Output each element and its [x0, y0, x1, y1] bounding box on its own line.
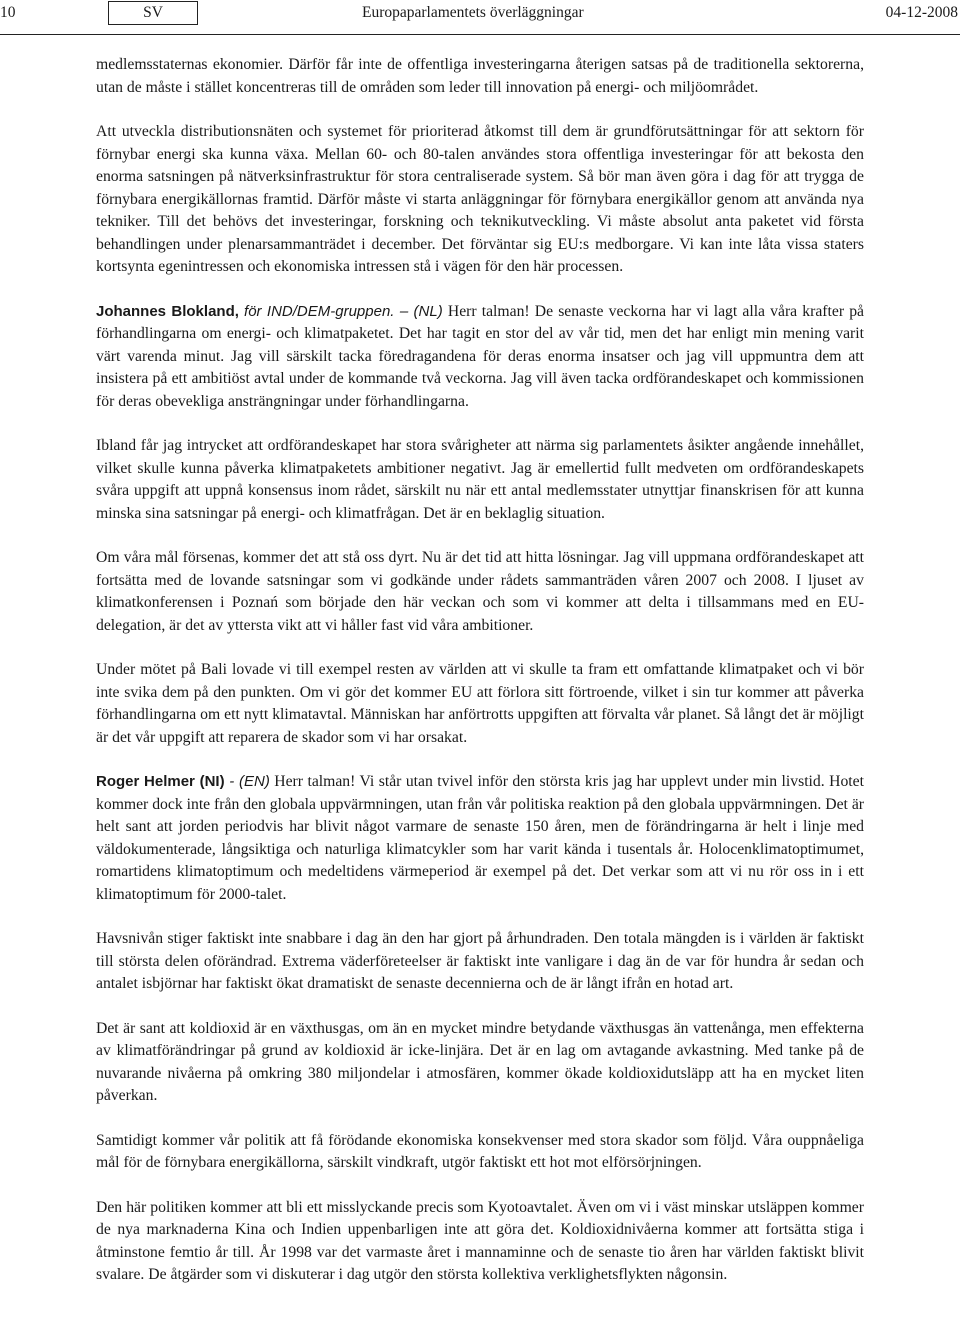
language-code-box: SV — [108, 1, 198, 25]
paragraph — [96, 121, 864, 279]
paragraph-text: Det är sant att koldioxid är en växthusgas, om än en mycket mindre betydande växthusgas än vattenånga, men effekterna av klimatförändringar på grund av koldioxid är icke-linjära. Det är en lag om avtagande avkastning. Med tanke på de nuvarande nivåerna på omkring 380 miljondelar i atmosfären, kommer ökade koldioxidutsläpp att ha en mycket liten påverkan. — [96, 1019, 864, 1104]
paragraph — [96, 435, 864, 525]
paragraph — [96, 659, 864, 749]
paragraph-text: Ibland får jag intrycket att ordförandeskapet har stora svårigheter att närma sig parlamentets åsikter angående innehållet, vilket skulle kunna påverka klimatpaketets ambitioner negativt. Jag är emellertid fullt medveten om ordförandeskapets svåra uppgift att uppnå konsensus inom rådet, särskilt nu när ett antal medlemsstater utnyttjar finanskrisen för att kunna minska sina satsningar på energi- och klimatfrågan. Det är en beklaglig situation. — [96, 437, 864, 522]
speaker-affiliation: - (EN) — [224, 773, 270, 790]
speaker-name: Roger Helmer (NI) — [96, 773, 225, 790]
page-header — [0, 0, 960, 35]
paragraph — [96, 1197, 864, 1287]
paragraph — [96, 54, 864, 99]
paragraph-text: medlemsstaternas ekonomier. Därför får inte de offentliga investeringarna återigen satsas på de traditionella sektorerna, utan de måste i stället koncentreras till de områden som leder till innovation på energi- och miljöområdet. — [96, 56, 864, 96]
paragraph-text: Att utveckla distributionsnäten och systemet för prioriterad åtkomst till dem är grundförutsättningar för att sektorn för förnybar energi ska kunna växa. Mellan 60- och 80-talen användes stora offentliga investeringar för att bekosta den enorma satsningen på nätverksinfrastruktur för stora centraliserade system. Så bör man även göra i dag för att trygga de förnybara energikällornas framtid. Därför måste vi starta anläggningar för förnybara energikällor genom att använda nya tekniker. Till det behövs det investeringar, forskning och teknikutveckling. Vi måste absolut anta paketet vid första behandlingen under plenarsammanträdet i december. Det förväntar sig EU:s medborgare. Vi kan inte låta vissa staters kortsynta egenintressen och ekonomiska intressen stå i vägen för den här processen. — [96, 123, 864, 275]
paragraph — [96, 1130, 864, 1175]
document-title: Europaparlamentets överläggningar — [362, 4, 584, 21]
speaker-affiliation: för IND/DEM-gruppen. – (NL) — [244, 302, 443, 320]
document-date: 04-12-2008 — [885, 4, 958, 21]
speaker-name: Johannes Blokland, — [96, 302, 239, 320]
paragraph-text: Under mötet på Bali lovade vi till exempel resten av världen att vi skulle ta fram ett omfattande klimatpaket och vi bör inte svika dem på den punkten. Om vi gör det kommer EU att förlora sitt förtroende, vilket i sin tur kommer att påverka förhandlingarna om ett nytt klimatavtal. Människan har anförtrotts uppgiften att förvalta vår planet. Så långt det är möjligt är det vår uppgift att reparera de skador som vi har orsakat. — [96, 661, 864, 746]
speech-paragraph — [96, 771, 864, 906]
paragraph-text: Den här politiken kommer att bli ett misslyckande precis som Kyotoavtalet. Även om vi i väst minskar utsläppen kommer de nya marknaderna Kina och Indien uppenbarligen inte att göra det. Koldioxidnivåerna kommer att fortsätta stiga i åtminstone femtio år till. År 1998 var det varmaste året i mannaminne och de senaste tio åren har världen faktiskt blivit svalare. De åtgärder som vi diskuterar i dag utgör den största kollektiva verklighetsflykten någonsin. — [96, 1198, 864, 1283]
paragraph-text: Havsnivån stiger faktiskt inte snabbare i dag än den har gjort på århundraden. Den totala mängden is i världen är faktiskt till största delen oförändrad. Extrema väderföreteelser är faktiskt inte vanligare i dag än de var för hundra år sedan och antalet isbjörnar har faktiskt ökat dramatiskt de senaste decennierna och de är långt ifrån en hotad art. — [96, 930, 864, 992]
paragraph-text: Om våra mål försenas, kommer det att stå oss dyrt. Nu är det tid att hitta lösningar. Jag vill uppmana ordförandeskapet att fortsätta med de lovande satsningar som vi godkände under rådets sammanträden våren 2007 och 2008. I ljuset av klimatkonferensen i Poznań som började den här veckan och som vi kommer att delta i tillsammans med en EU-delegation, är det av yttersta vikt att vi håller fast vid våra ambitioner. — [96, 549, 864, 634]
page-number: 10 — [0, 4, 16, 21]
paragraph-text: Herr talman! De senaste veckorna har vi lagt alla våra krafter på förhandlingarna om energi- och klimatpaketet. Det har tagit en stor del av vår tid, men det har enligt min mening varit värt varenda minut. Jag vill särskilt tacka föredragandena för deras enorma insatser och jag vill uppmuntra dem att insistera på ett ambitiöst avtal under de kommande två veckorna. Jag vill även tacka ordförandeskapet och kommissionen för deras obevekliga ansträngningar under förhandlingarna. — [96, 302, 865, 410]
paragraph-text: Samtidigt kommer vår politik att få förödande ekonomiska konsekvenser med stora skador som följd. Våra ouppnåeliga mål för de förnybara energikällorna, särskilt vindkraft, utgör faktiskt ett hot mot elförsörjningen. — [96, 1131, 864, 1171]
paragraph — [96, 547, 864, 637]
document-body — [96, 54, 864, 1309]
paragraph-text: Herr talman! Vi står utan tvivel inför den största kris jag har upplevt under min livstid. Hotet kommer dock inte från den globala uppvärmningen, utan från vår politiska reaktion på den globala uppvärmningen. Det är helt sant att jorden periodvis har blivit något varmare de senaste 150 åren, men de förändringarna är helt i linje med väldokumenterade, långsiktiga och naturliga klimatcykler som har varit kända i tusentals år. Holocenklimatoptimumet, romartidens klimatoptimum och medeltidens värmeperiod är exempel på det. Det verkar som att vi nu rör oss in i ett klimatoptimum för 2000-talet. — [96, 773, 865, 903]
paragraph — [96, 928, 864, 996]
paragraph — [96, 1018, 864, 1108]
speech-paragraph — [96, 301, 864, 414]
